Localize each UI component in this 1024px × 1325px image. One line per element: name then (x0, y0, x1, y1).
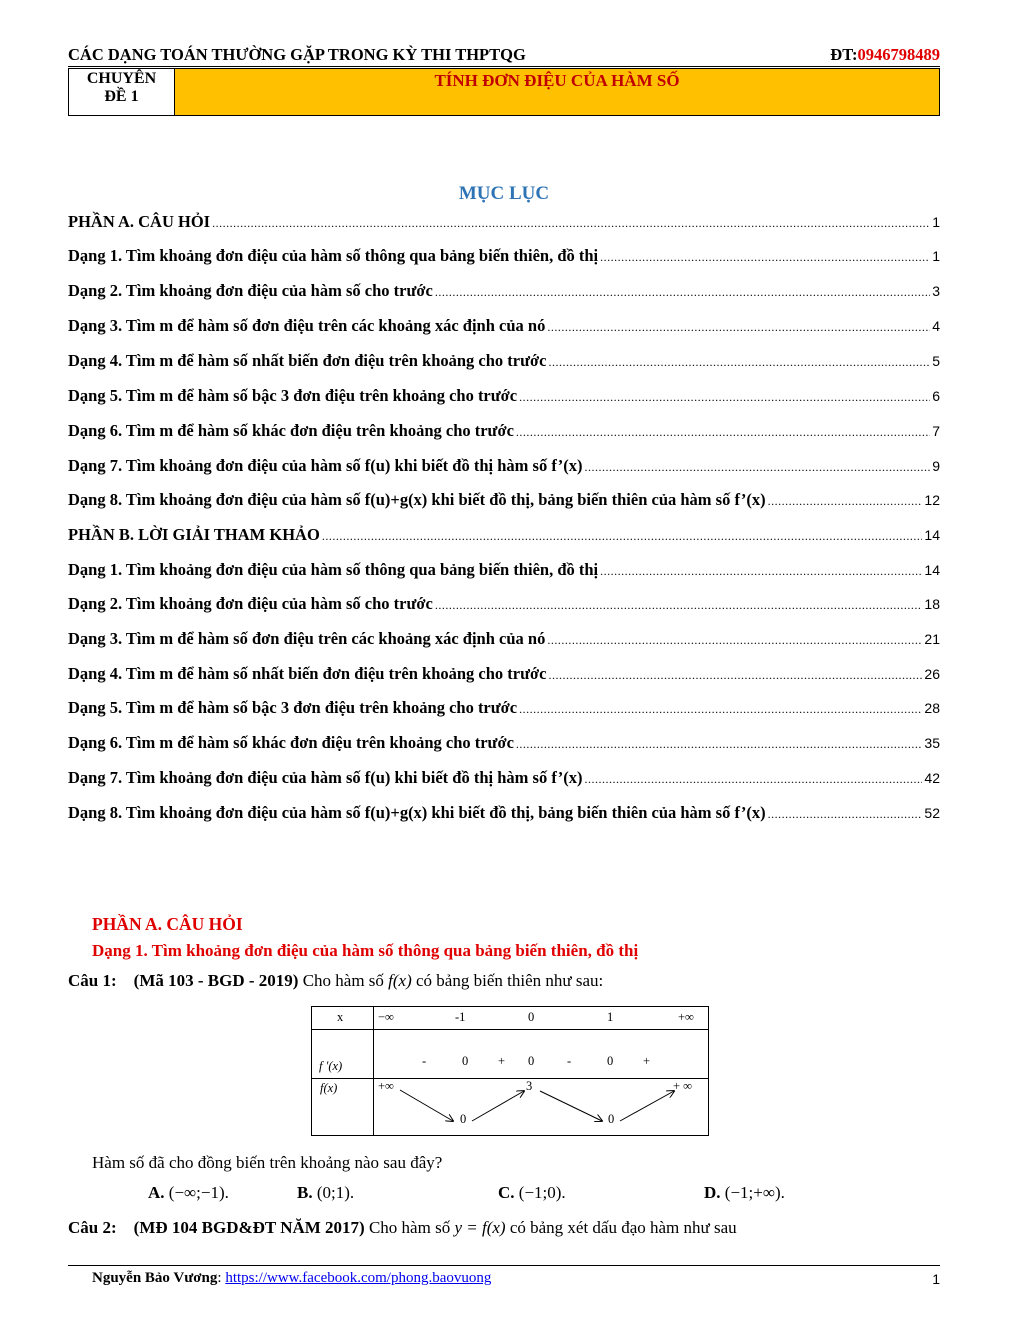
toc-leader-dots (768, 807, 923, 822)
sign-value: 0 (528, 1054, 535, 1068)
toc-entry[interactable] (68, 281, 940, 301)
toc-entry-label: Dạng 2. Tìm khoảng đơn điệu của hàm số cho trước (68, 594, 433, 613)
header-phone-number: 0946798489 (857, 45, 940, 64)
toc-leader-dots (519, 702, 922, 717)
toc-entry[interactable] (68, 768, 940, 788)
sign-value: - (567, 1054, 572, 1068)
header-phone-prefix: ĐT: (830, 45, 858, 64)
toc-entry-label: Dạng 7. Tìm khoảng đơn điệu của hàm số f(u) khi biết đồ thị hàm số f’(x) (68, 768, 583, 787)
toc-entry-label: Dạng 3. Tìm m để hàm số đơn điệu trên các khoảng xác định của nó (68, 629, 546, 648)
question-1-number: Câu 1: (68, 971, 117, 990)
toc-entry-label: Dạng 7. Tìm khoảng đơn điệu của hàm số f(u) khi biết đồ thị hàm số f’(x) (68, 456, 583, 475)
toc-entry[interactable] (68, 212, 940, 232)
toc-entry[interactable] (68, 525, 940, 545)
f-value: 3 (526, 1079, 533, 1093)
toc-entry-page: 14 (924, 562, 940, 578)
header-phone (830, 45, 940, 65)
topic-box (68, 68, 940, 116)
option-c-key: C. (498, 1183, 515, 1202)
x-value: 1 (607, 1010, 614, 1024)
footer-page-number: 1 (932, 1271, 940, 1287)
question-2-number: Câu 2: (68, 1218, 117, 1237)
toc-entry[interactable] (68, 386, 940, 406)
toc-entry[interactable] (68, 803, 940, 823)
toc-entry[interactable] (68, 733, 940, 753)
toc-entry-page: 35 (924, 735, 940, 751)
f-value: +∞ (378, 1079, 394, 1093)
toc-entry[interactable] (68, 490, 940, 510)
toc-entry-page: 12 (924, 492, 940, 508)
toc-entry-label: Dạng 2. Tìm khoảng đơn điệu của hàm số cho trước (68, 281, 433, 300)
toc-entry-label: Dạng 5. Tìm m để hàm số bậc 3 đơn điệu trên khoảng cho trước (68, 698, 518, 717)
header-title: CÁC DẠNG TOÁN THƯỜNG GẶP TRONG KỲ THI THPTQG (68, 45, 526, 64)
row-fprime-label: f ′(x) (319, 1059, 343, 1073)
sign-value: + (498, 1054, 506, 1068)
question-2-text-before: Cho hàm số (368, 1218, 451, 1237)
toc-entry-label: Dạng 1. Tìm khoảng đơn điệu của hàm số thông qua bảng biến thiên, đồ thị (68, 560, 599, 579)
option-b[interactable] (297, 1183, 354, 1203)
toc-leader-dots (516, 425, 930, 440)
variation-table (311, 1006, 709, 1136)
toc-entry[interactable] (68, 560, 940, 580)
option-d-key: D. (704, 1183, 721, 1202)
arrow-down (540, 1091, 602, 1121)
option-c-value: (−1;0). (518, 1183, 566, 1202)
toc-entry-page: 42 (924, 770, 940, 786)
toc-entry-page: 14 (924, 527, 940, 543)
row-x-label: x (337, 1010, 344, 1024)
topic-label-line2: ĐỀ 1 (104, 88, 139, 105)
toc-entry[interactable] (68, 421, 940, 441)
toc-entry[interactable] (68, 629, 940, 649)
toc-entry-label: Dạng 5. Tìm m để hàm số bậc 3 đơn điệu trên khoảng cho trước (68, 386, 518, 405)
toc-entry-page: 6 (932, 388, 940, 404)
toc-entry[interactable] (68, 456, 940, 476)
option-d[interactable] (704, 1183, 785, 1203)
toc-entry-page: 3 (932, 283, 940, 299)
option-a-value: (−∞;−1). (168, 1183, 229, 1202)
sign-value: - (422, 1054, 427, 1068)
footer-author-name: Nguyễn Bảo Vương (92, 1270, 218, 1286)
toc-leader-dots (212, 216, 930, 231)
sign-value: 0 (607, 1054, 614, 1068)
option-b-key: B. (297, 1183, 313, 1202)
toc-entry[interactable] (68, 246, 940, 266)
option-a-key: A. (148, 1183, 165, 1202)
arrow-up (620, 1091, 674, 1121)
toc-leader-dots (435, 598, 923, 613)
toc-leader-dots (600, 250, 930, 265)
x-value: +∞ (678, 1010, 694, 1024)
toc-leader-dots (584, 460, 930, 475)
toc-title: MỤC LỤC (458, 183, 550, 204)
sign-value: 0 (462, 1054, 469, 1068)
toc-entry[interactable] (68, 664, 940, 684)
toc-entry-label: Dạng 4. Tìm m để hàm số nhất biến đơn điệu trên khoảng cho trước (68, 351, 547, 370)
toc-entry-label: PHẦN B. LỜI GIẢI THAM KHẢO (68, 525, 320, 544)
footer-separator: : (217, 1270, 226, 1286)
f-value: 0 (460, 1112, 467, 1126)
question-1 (68, 971, 603, 991)
toc-entry-label: Dạng 8. Tìm khoảng đơn điệu của hàm số f(u)+g(x) khi biết đồ thị, bảng biến thiên của hàm số f’(x) (68, 490, 766, 509)
toc-entry-page: 5 (932, 353, 940, 369)
toc-entry-page: 26 (924, 666, 940, 682)
toc-entry-label: PHẦN A. CÂU HỎI (68, 212, 211, 231)
toc-entry[interactable] (68, 594, 940, 614)
toc-entry-page: 52 (924, 805, 940, 821)
f-value: + ∞ (673, 1079, 693, 1093)
topic-label-line1: CHUYÊN (86, 70, 157, 87)
header-divider (68, 66, 940, 67)
toc-entry[interactable] (68, 316, 940, 336)
question-1-text-before: Cho hàm số (302, 971, 384, 990)
option-c[interactable] (498, 1183, 566, 1203)
question-1-func: f(x) (388, 971, 412, 990)
arrow-up (472, 1091, 524, 1121)
toc-entry-label: Dạng 4. Tìm m để hàm số nhất biến đơn điệu trên khoảng cho trước (68, 664, 547, 683)
toc-entry-page: 1 (932, 214, 940, 230)
toc-leader-dots (547, 320, 930, 335)
toc-leader-dots (548, 668, 922, 683)
f-value: 0 (608, 1112, 615, 1126)
toc-entry-label: Dạng 3. Tìm m để hàm số đơn điệu trên các khoảng xác định của nó (68, 316, 546, 335)
question-1-text-after: có bảng biến thiên như sau: (416, 971, 604, 990)
section-a-title: PHẦN A. CÂU HỎI (92, 914, 243, 934)
x-value: 0 (528, 1010, 535, 1024)
dang1-title: Dạng 1. Tìm khoảng đơn điệu của hàm số thông qua bảng biến thiên, đồ thị (92, 941, 639, 960)
arrow-down (400, 1090, 453, 1121)
question-1-prompt: Hàm số đã cho đồng biến trên khoảng nào sau đây? (92, 1153, 443, 1172)
toc-entry[interactable] (68, 351, 940, 371)
x-value: −∞ (378, 1010, 394, 1024)
toc-entry-page: 9 (932, 458, 940, 474)
question-1-source: (Mã 103 - BGD - 2019) (133, 971, 299, 990)
toc-entry-page: 1 (932, 248, 940, 264)
toc-entry-page: 28 (924, 700, 940, 716)
x-value: -1 (455, 1010, 466, 1024)
toc-leader-dots (322, 529, 923, 544)
topic-title: TÍNH ĐƠN ĐIỆU CỦA HÀM SỐ (434, 71, 680, 90)
toc-entry-page: 4 (932, 318, 940, 334)
toc-leader-dots (435, 285, 930, 300)
question-2-text-after: có bảng xét dấu đạo hàm như sau (509, 1218, 737, 1237)
toc-entry-page: 18 (924, 596, 940, 612)
toc-leader-dots (584, 772, 922, 787)
toc-entry-label: Dạng 6. Tìm m để hàm số khác đơn điệu trên khoảng cho trước (68, 733, 514, 752)
variation-arrows (312, 1007, 710, 1137)
option-a[interactable] (148, 1183, 229, 1203)
sign-value: + (643, 1054, 651, 1068)
toc-leader-dots (548, 355, 930, 370)
toc-entry-page: 7 (932, 423, 940, 439)
option-b-value: (0;1). (316, 1183, 355, 1202)
toc-entry-label: Dạng 8. Tìm khoảng đơn điệu của hàm số f(u)+g(x) khi biết đồ thị, bảng biến thiên của hàm số f’(x) (68, 803, 766, 822)
toc-entry[interactable] (68, 698, 940, 718)
footer-author (92, 1270, 491, 1287)
question-2-func: y = f(x) (454, 1218, 506, 1237)
row-f-label: f(x) (320, 1081, 338, 1095)
toc-entry-label: Dạng 1. Tìm khoảng đơn điệu của hàm số thông qua bảng biến thiên, đồ thị (68, 246, 599, 265)
toc-leader-dots (600, 564, 922, 579)
toc-leader-dots (768, 494, 923, 509)
toc-leader-dots (516, 737, 923, 752)
footer-divider (68, 1265, 940, 1266)
toc-entry-label: Dạng 6. Tìm m để hàm số khác đơn điệu trên khoảng cho trước (68, 421, 514, 440)
toc-leader-dots (519, 390, 930, 405)
question-2 (68, 1218, 737, 1238)
footer-link[interactable]: https://www.facebook.com/phong.baovuong (225, 1270, 492, 1286)
topic-label (69, 69, 175, 115)
toc-leader-dots (547, 633, 922, 648)
toc-entry-page: 21 (924, 631, 940, 647)
question-2-source: (MĐ 104 BGD&ĐT NĂM 2017) (133, 1218, 365, 1237)
option-d-value: (−1;+∞). (724, 1183, 785, 1202)
